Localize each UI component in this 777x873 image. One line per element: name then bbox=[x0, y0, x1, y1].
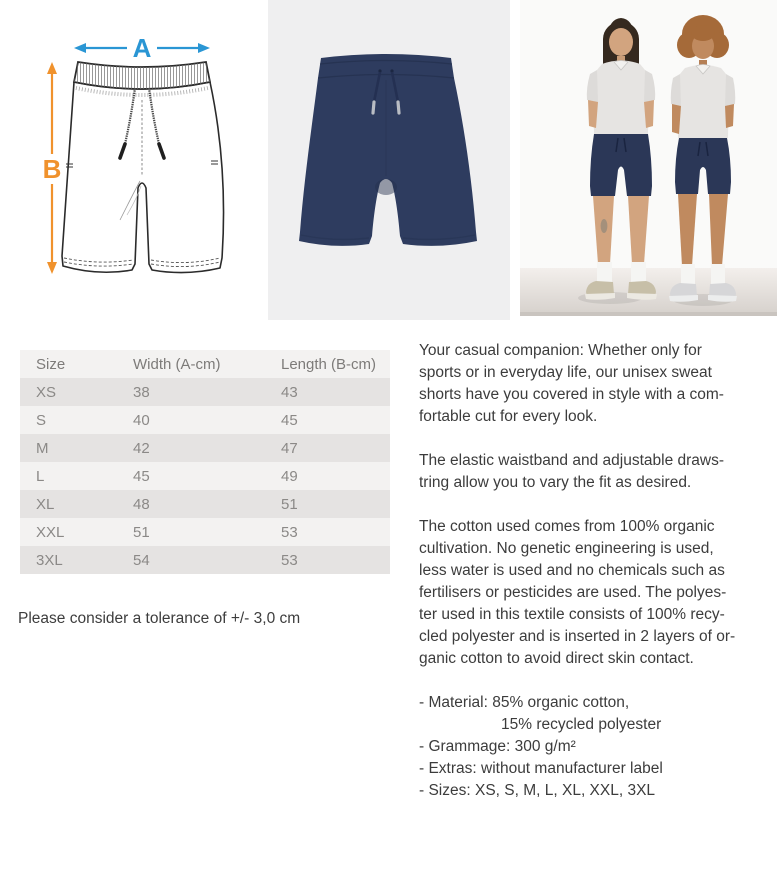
length-cell: 53 bbox=[265, 546, 390, 574]
description-line: ter used in this textile consists of 100% recy- bbox=[419, 606, 725, 623]
length-label: B bbox=[42, 154, 62, 184]
description-line: shorts have you covered in style with a com- bbox=[419, 386, 724, 403]
description-line: cultivation. No genetic engineering is used, bbox=[419, 540, 714, 557]
width-label: A bbox=[132, 33, 152, 63]
description-line: tring allow you to vary the fit as desired. bbox=[419, 474, 692, 491]
size-cell: XS bbox=[20, 378, 117, 406]
detail-material: - Material: 85% organic cotton, bbox=[419, 694, 630, 711]
width-cell: 38 bbox=[117, 378, 265, 406]
table-row-xs bbox=[20, 378, 390, 406]
description-line: fertilisers or pesticides are used. The polyes- bbox=[419, 584, 727, 601]
table-row-xxl bbox=[20, 518, 390, 546]
length-cell: 43 bbox=[265, 378, 390, 406]
description-paragraph-1 bbox=[419, 340, 777, 428]
length-column-header: Length (B-cm) bbox=[265, 350, 390, 378]
description-line: less water is used and no chemicals such as bbox=[419, 562, 725, 579]
table-row-3xl bbox=[20, 546, 390, 574]
length-arrow-b-icon bbox=[43, 62, 62, 274]
description-paragraph-3 bbox=[419, 516, 777, 670]
description-line: sports or in everyday life, our unisex sweat bbox=[419, 364, 712, 381]
width-cell: 51 bbox=[117, 518, 265, 546]
description-line: Your casual companion: Whether only for bbox=[419, 342, 702, 359]
product-details-list bbox=[419, 692, 777, 802]
table-row-m bbox=[20, 434, 390, 462]
shorts-measurement-diagram bbox=[28, 18, 268, 318]
size-cell: M bbox=[20, 434, 117, 462]
table-row-s bbox=[20, 406, 390, 434]
detail-material-2: 15% recycled polyester bbox=[501, 716, 662, 733]
size-column-header: Size bbox=[20, 350, 117, 378]
table-row-xl bbox=[20, 490, 390, 518]
size-cell: 3XL bbox=[20, 546, 117, 574]
shorts-line-art bbox=[62, 62, 224, 273]
length-cell: 47 bbox=[265, 434, 390, 462]
detail-sizes: - Sizes: XS, S, M, L, XL, XXL, 3XL bbox=[419, 782, 656, 799]
description-line: fortable cut for every look. bbox=[419, 408, 598, 425]
width-column-header: Width (A-cm) bbox=[117, 350, 265, 378]
length-cell: 53 bbox=[265, 518, 390, 546]
width-cell: 40 bbox=[117, 406, 265, 434]
description-line: The cotton used comes from 100% organic bbox=[419, 518, 715, 535]
width-arrow-a-icon bbox=[74, 33, 210, 63]
description-paragraph-2 bbox=[419, 450, 777, 494]
size-table bbox=[20, 350, 390, 574]
size-cell: XL bbox=[20, 490, 117, 518]
width-cell: 45 bbox=[117, 462, 265, 490]
length-cell: 45 bbox=[265, 406, 390, 434]
detail-grammage: - Grammage: 300 g/m² bbox=[419, 738, 576, 755]
product-description bbox=[419, 340, 777, 824]
models-photo bbox=[520, 0, 777, 316]
size-cell: L bbox=[20, 462, 117, 490]
length-cell: 51 bbox=[265, 490, 390, 518]
length-cell: 49 bbox=[265, 462, 390, 490]
description-line: The elastic waistband and adjustable draws- bbox=[419, 452, 725, 469]
table-row-l bbox=[20, 462, 390, 490]
size-cell: XXL bbox=[20, 518, 117, 546]
size-table-header-row bbox=[20, 350, 390, 378]
product-photo-shorts bbox=[268, 0, 510, 320]
description-line: ganic cotton to avoid direct skin contact. bbox=[419, 650, 694, 667]
width-cell: 54 bbox=[117, 546, 265, 574]
detail-extras: - Extras: without manufacturer label bbox=[419, 760, 663, 777]
description-line: cled polyester and is inserted in 2 layers of or- bbox=[419, 628, 736, 645]
size-cell: S bbox=[20, 406, 117, 434]
width-cell: 42 bbox=[117, 434, 265, 462]
width-cell: 48 bbox=[117, 490, 265, 518]
tolerance-note: Please consider a tolerance of +/- 3,0 cm bbox=[18, 610, 301, 627]
